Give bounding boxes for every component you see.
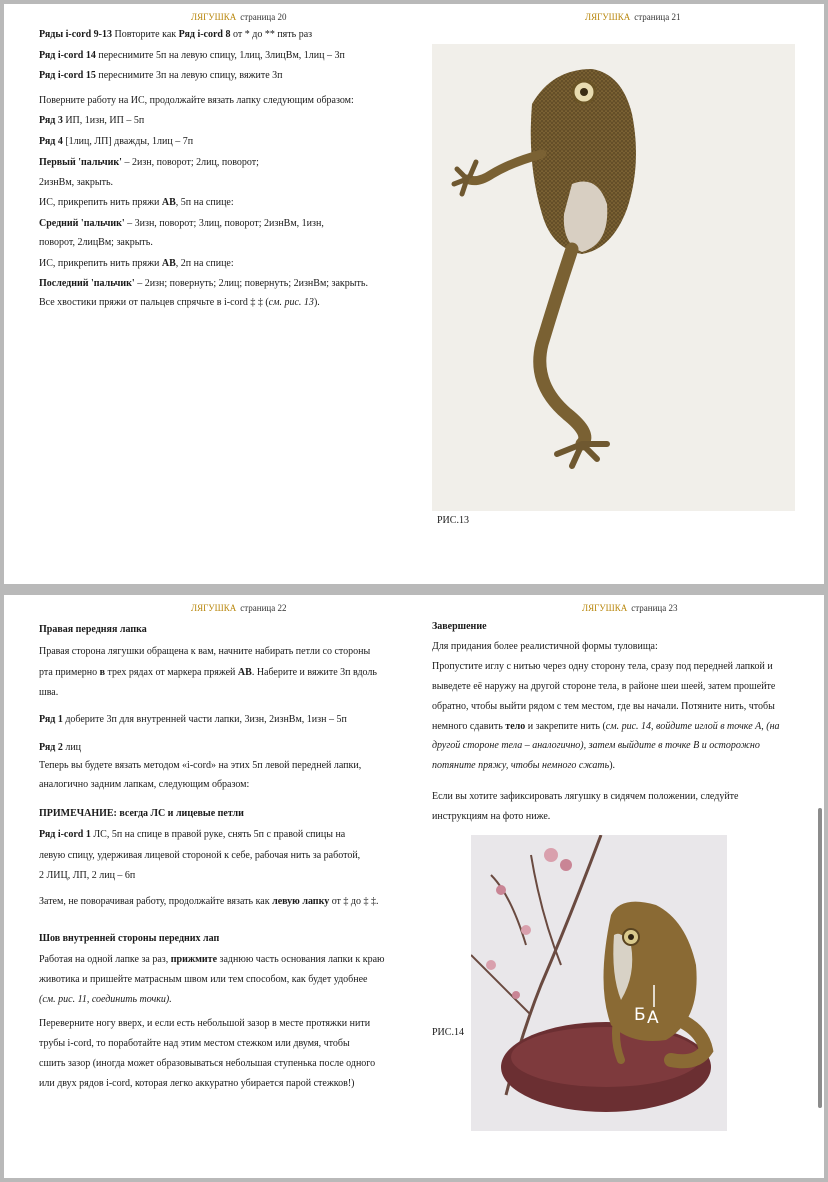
text-line: [39, 668, 377, 678]
text-line: [39, 955, 385, 965]
text-line: [39, 761, 361, 771]
figure-13-caption: РИС.13: [437, 515, 469, 526]
text-run: Средний 'пальчик': [39, 218, 125, 229]
text-line: [39, 219, 324, 229]
header-page-number: страница 23: [631, 603, 678, 613]
text-run: животика и пришейте матрасным швом или тем способом, как будет удобнее: [39, 974, 368, 985]
text-run: аналогично задним лапкам, следующим образом:: [39, 779, 250, 790]
text-line: [39, 647, 370, 657]
text-run: в: [99, 667, 106, 678]
text-run: Ряд 2: [39, 742, 63, 753]
text-run: ПРИМЕЧАНИЕ: всегда ЛС и лицевые петли: [39, 808, 244, 819]
text-line: [39, 1019, 370, 1029]
text-run: Правая сторона лягушки обращена к вам, начните набирать петли со стороны: [39, 646, 371, 657]
text-run: Ряд i-cord 15: [39, 70, 96, 81]
text-line: [39, 71, 283, 81]
text-run: Для придания более реалистичной формы туловища:: [432, 641, 658, 652]
frog-on-mushroom-illustration: [471, 835, 727, 1131]
text-run: переснимите 3п на левую спицу, вяжите 3п: [95, 70, 283, 81]
text-line: [39, 51, 345, 61]
page-23-body: [432, 622, 817, 832]
text-run: заднюю часть основания лапки к краю: [217, 954, 385, 965]
text-run: Первый 'пальчик': [39, 157, 122, 168]
frog-photo-fig13: [432, 44, 795, 511]
page-23-header: [582, 603, 678, 613]
text-run: ИС, прикрепить нить пряжи: [39, 197, 162, 208]
text-line: [39, 780, 249, 790]
text-line: [39, 743, 81, 753]
text-run: немного сдавить: [432, 721, 506, 732]
header-title: ЛЯГУШКА: [191, 603, 237, 613]
text-run: шва.: [39, 687, 59, 698]
text-run: АВ: [161, 258, 176, 269]
text-run: лиц: [62, 742, 82, 753]
text-line: [39, 178, 113, 188]
text-line: [39, 975, 368, 985]
text-run: прижмите: [170, 954, 218, 965]
section-heading: [39, 625, 147, 635]
text-run: см. рис. 13: [268, 297, 314, 308]
text-line: [432, 741, 760, 751]
text-run: – 3изн, поворот; 3лиц, поворот; 2изнВм, 1изн,: [124, 218, 324, 229]
text-line: [39, 1079, 354, 1089]
text-run: Ряд 1: [39, 714, 63, 725]
text-line: [432, 812, 550, 822]
text-run: левую спицу, удерживая лицевой стороной к себе, рабочая нить за работой,: [39, 850, 361, 861]
text-line: [39, 158, 259, 168]
text-run: , 5п на спице:: [175, 197, 234, 208]
text-line: [39, 30, 312, 40]
text-line: [39, 259, 234, 269]
text-line: [39, 279, 368, 289]
text-line: [39, 198, 234, 208]
point-a-label: А: [647, 1008, 659, 1028]
header-page-number: страница 20: [240, 12, 287, 22]
text-run: 2 ЛИЦ, ЛП, 2 лиц – 6п: [39, 870, 136, 881]
text-run: переснимите 5п на левую спицу, 1лиц, 3лицВм, 1лиц – 3п: [95, 50, 345, 61]
page-22-body: [39, 625, 419, 1095]
text-line: [39, 238, 153, 248]
frog-photo-fig14: [471, 835, 727, 1131]
text-run: ИП, 1изн, ИП – 5п: [62, 115, 145, 126]
text-run: Ряды i-cord 9-13: [39, 29, 113, 40]
text-run: Ряд 3: [39, 115, 63, 126]
text-line: [432, 702, 775, 712]
text-run: или двух рядов i-cord, которая легко аккуратно убирается парой стежков!): [39, 1078, 355, 1089]
text-run: ЛС, 5п на спице в правой руке, снять 5п с правой спицы на: [90, 829, 346, 840]
text-run: трех рядах от маркера пряжей: [105, 667, 238, 678]
text-run: – 2изн; повернуть; 2лиц; повернуть; 2изнВм; закрыть.: [134, 278, 368, 289]
text-run: Повторите как: [112, 29, 179, 40]
text-line: [39, 298, 320, 308]
text-line: [39, 715, 347, 725]
text-run: инструкциям на фото ниже.: [432, 811, 551, 822]
text-run: Ряд 4: [39, 136, 63, 147]
scrollbar-thumb[interactable]: [818, 808, 822, 1108]
text-run: – 2изн, поворот; 2лиц, поворот;: [121, 157, 259, 168]
spread-pages-20-21: [4, 4, 824, 584]
text-run: поворот, 2лицВм; закрыть.: [39, 237, 153, 248]
text-line: [39, 830, 345, 840]
text-run: см. рис. 14, войдите иглой в точке А, (на: [605, 721, 780, 732]
knitted-frog-illustration: [432, 44, 795, 511]
text-run: обратно, чтобы выйти рядом с тем местом, где вы начали. Потяните нить, чтобы: [432, 701, 775, 712]
text-run: Шов внутренней стороны передних лап: [39, 933, 220, 944]
text-line: [39, 116, 144, 126]
text-line: [39, 897, 379, 907]
text-run: левую лапку: [272, 896, 330, 907]
text-run: ).: [609, 760, 616, 771]
text-run: . Наберите и вяжите 3п вдоль: [251, 667, 377, 678]
text-run: Правая передняя лапка: [39, 624, 147, 635]
page-20-header: [191, 12, 287, 22]
page-22-header: [191, 603, 287, 613]
text-run: потяните пряжу, чтобы немного сжать: [432, 760, 610, 771]
text-run: Завершение: [432, 621, 487, 632]
text-run: сшить зазор (иногда может образовываться небольшая ступенька после одного: [39, 1058, 376, 1069]
page-20-body: [39, 30, 419, 330]
text-run: Пропустите иглу с нитью через одну сторону тела, сразу под передней лапкой и: [432, 661, 773, 672]
text-line: [39, 995, 172, 1005]
text-run: [1лиц, ЛП] дважды, 1лиц – 7п: [62, 136, 194, 147]
text-line: [432, 642, 658, 652]
text-run: 2изнВм, закрыть.: [39, 177, 114, 188]
text-run: тело: [505, 721, 526, 732]
text-run: доберите 3п для внутренней части лапки, 3изн, 2изнВм, 1изн – 5п: [62, 714, 347, 725]
text-run: Работая на одной лапке за раз,: [39, 954, 171, 965]
text-run: рта примерно: [39, 667, 100, 678]
text-run: Все хвостики пряжи от пальцев спрячьте в i-cord ‡ ‡ (: [39, 297, 269, 308]
text-run: АВ: [237, 667, 252, 678]
text-line: [39, 137, 193, 147]
text-line: [39, 688, 58, 698]
text-run: трубы i-cord, то поработайте над этим местом стежком или двумя, чтобы: [39, 1038, 350, 1049]
text-run: Поверните работу на ИС, продолжайте вязать лапку следующим образом:: [39, 95, 354, 106]
text-run: АВ: [161, 197, 176, 208]
text-line: [432, 761, 615, 771]
text-run: и закрепите нить (: [525, 721, 606, 732]
text-run: другой стороне тела – аналогично), затем выйдите в точке В и осторожно: [432, 740, 760, 751]
text-line: [39, 851, 360, 861]
figure-14-caption: РИС.14: [432, 1027, 464, 1038]
text-run: , 2п на спице:: [175, 258, 234, 269]
text-run: от * до ** пять раз: [230, 29, 313, 40]
note-heading: [39, 809, 244, 819]
text-run: выведете её наружу на другой стороне тела, в районе шеи шеей, затем прошейте: [432, 681, 776, 692]
text-run: Ряд i-cord 8: [178, 29, 231, 40]
header-title: ЛЯГУШКА: [582, 603, 628, 613]
text-line: [432, 662, 773, 672]
text-run: ).: [313, 297, 320, 308]
text-line: [432, 722, 780, 732]
page-21-header: [585, 12, 681, 22]
section-heading: [39, 934, 219, 944]
text-run: Если вы хотите зафиксировать лягушку в сидячем положении, следуйте: [432, 791, 739, 802]
header-page-number: страница 21: [634, 12, 681, 22]
text-run: Последний 'пальчик': [39, 278, 135, 289]
text-line: [432, 792, 738, 802]
text-run: Переверните ногу вверх, и если есть небольшой зазор в месте протяжки нити: [39, 1018, 371, 1029]
text-run: Затем, не поворачивая работу, продолжайте вязать как: [39, 896, 273, 907]
text-line: [39, 1059, 375, 1069]
text-run: от ‡ до ‡ ‡.: [329, 896, 379, 907]
text-run: Ряд i-cord 1: [39, 829, 91, 840]
text-line: [39, 1039, 350, 1049]
text-line: [432, 682, 775, 692]
text-line: [39, 871, 135, 881]
spread-pages-22-23: [4, 595, 824, 1178]
text-run: ИС, прикрепить нить пряжи: [39, 258, 162, 269]
header-title: ЛЯГУШКА: [191, 12, 237, 22]
text-run: Ряд i-cord 14: [39, 50, 96, 61]
text-line: [39, 96, 354, 106]
section-heading: [432, 622, 487, 632]
point-b-label: Б: [634, 1005, 646, 1025]
text-run: (см. рис. 11, соединить точки).: [39, 994, 172, 1005]
header-page-number: страница 22: [240, 603, 287, 613]
text-run: Теперь вы будете вязать методом «i-cord» на этих 5п левой передней лапки,: [39, 760, 362, 771]
header-title: ЛЯГУШКА: [585, 12, 631, 22]
